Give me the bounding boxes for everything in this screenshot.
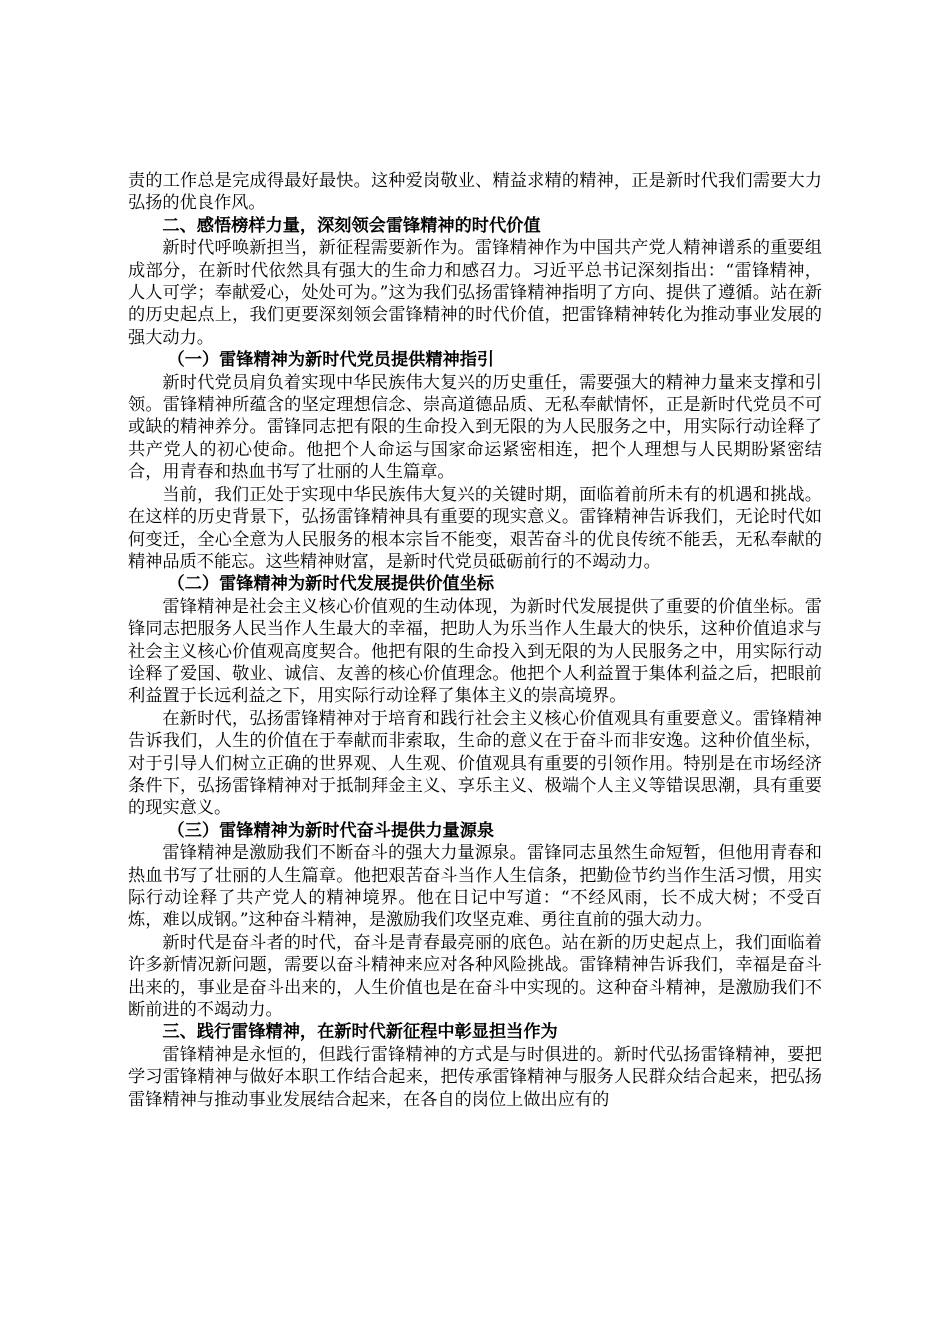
paragraph: 雷锋精神是永恒的，但践行雷锋精神的方式是与时俱进的。新时代弘扬雷锋精神，要把学习雷锋精神与做好本职工作结合起来，把传承雷锋精神与服务人民群众结合起来，把弘扬雷锋精神与推动事业发展结合起来，在各自的岗位上做出应有的 (128, 1044, 822, 1110)
paragraph: 在新时代，弘扬雷锋精神对于培育和践行社会主义核心价值观具有重要意义。雷锋精神告诉我们，人生的价值在于奉献而非索取，生命的意义在于奋斗而非安逸。这种价值坐标，对于引导人们树立正确的世界观、人生观、价值观具有重要的引领作用。特别是在市场经济条件下，弘扬雷锋精神对于抵制拜金主义、享乐主义、极端个人主义等错误思潮，具有重要的现实意义。 (128, 708, 822, 819)
section-heading: 二、感悟榜样力量，深刻领会雷锋精神的时代价值 (162, 215, 541, 236)
paragraph: 新时代党员肩负着实现中华民族伟大复兴的历史重任，需要强大的精神力量来支撑和引领。雷锋精神所蕴含的坚定理想信念、崇高道德品质、无私奉献情怀，正是新时代党员不可或缺的精神养分。雷锋同志把有限的生命投入到无限的为人民服务之中，用实际行动诠释了共产党人的初心使命。他把个人命运与国家命运紧密相连，把个人理想与人民期盼紧密结合，用青春和热血书写了壮丽的人生篇章。 (128, 372, 822, 483)
document-body (128, 170, 822, 1111)
paragraph: 新时代是奋斗者的时代，奋斗是青春最亮丽的底色。站在新的历史起点上，我们面临着许多新情况新问题，需要以奋斗精神来应对各种风险挑战。雷锋精神告诉我们，幸福是奋斗出来的，事业是奋斗出来的，人生价值也是在奋斗中实现的。这种奋斗精神，是激励我们不断前进的不竭动力。 (128, 932, 822, 1021)
paragraph: 雷锋精神是社会主义核心价值观的生动体现，为新时代发展提供了重要的价值坐标。雷锋同志把服务人民当作人生最大的幸福，把助人为乐当作人生最大的快乐，这种价值追求与社会主义核心价值观高度契合。他把有限的生命投入到无限的为人民服务之中，用实际行动诠释了爱国、敬业、诚信、友善的核心价值理念。他把个人利益置于集体利益之后，把眼前利益置于长远利益之下，用实际行动诠释了集体主义的崇高境界。 (128, 596, 822, 707)
paragraph: 当前，我们正处于实现中华民族伟大复兴的关键时期，面临着前所未有的机遇和挑战。在这样的历史背景下，弘扬雷锋精神具有重要的现实意义。雷锋精神告诉我们，无论时代如何变迁，全心全意为人民服务的根本宗旨不能变，艰苦奋斗的优良传统不能丢，无私奉献的精神品质不能忘。这些精神财富，是新时代党员砥砺前行的不竭动力。 (128, 484, 822, 572)
subsection-heading: （一）雷锋精神为新时代党员提供精神指引 (167, 350, 495, 371)
paragraph: 雷锋精神是激励我们不断奋斗的强大力量源泉。雷锋同志虽然生命短暂，但他用青春和热血书写了壮丽的人生篇章。他把艰苦奋斗当作人生信条，把勤俭节约当作生活习惯，用实际行动诠释了共产党人的精神境界。他在日记中写道：“不经风雨，长不成大树；不受百炼，难以成钢。”这种奋斗精神，是激励我们攻坚克难、勇往直前的强大动力。 (128, 843, 822, 931)
paragraph: 责的工作总是完成得最好最快。这种爱岗敬业、精益求精的精神，正是新时代我们需要大力弘扬的优良作风。 (128, 171, 822, 214)
paragraph: 新时代呼唤新担当，新征程需要新作为。雷锋精神作为中国共产党人精神谱系的重要组成部分，在新时代依然具有强大的生命力和感召力。习近平总书记深刻指出：“雷锋精神，人人可学；奉献爱心，处处可为。”这为我们弘扬雷锋精神指明了方向、提供了遵循。站在新的历史起点上，我们更要深刻领会雷锋精神的时代价值，把雷锋精神转化为推动事业发展的强大动力。 (128, 238, 822, 348)
subsection-heading: （二）雷锋精神为新时代发展提供价值坐标 (167, 574, 495, 595)
section-heading: 三、践行雷锋精神，在新时代新征程中彰显担当作为 (162, 1022, 558, 1043)
subsection-heading: （三）雷锋精神为新时代奋斗提供力量源泉 (167, 820, 495, 841)
